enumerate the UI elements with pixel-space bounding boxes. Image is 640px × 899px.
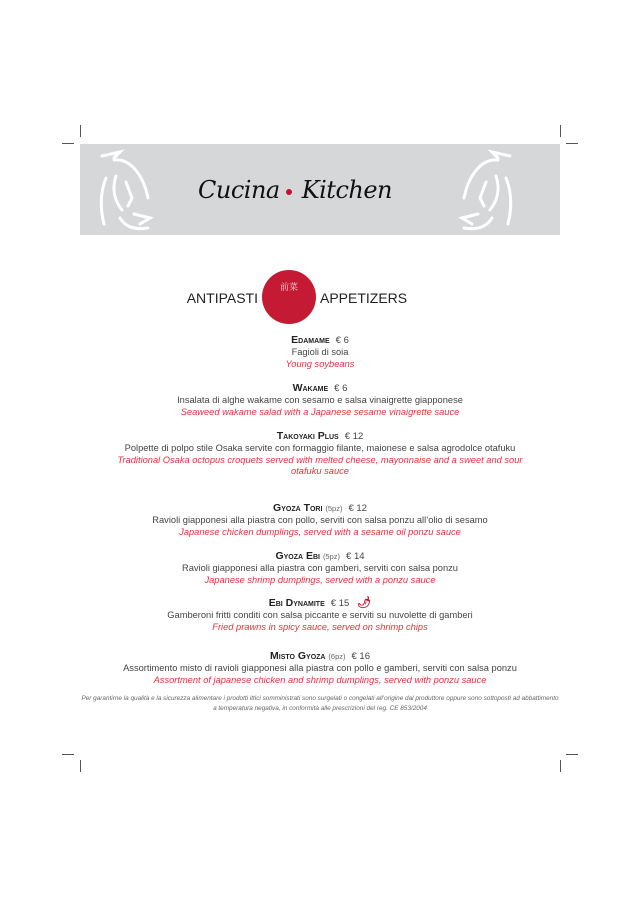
item-price: € 16 (351, 651, 370, 662)
item-description-en: Japanese shrimp dumplings, served with a ponzu sauce (204, 574, 436, 585)
item-price: € 15 (330, 598, 350, 609)
section-title-italian: ANTIPASTI (186, 290, 258, 306)
menu-list (40, 0, 600, 899)
item-price: € 6 (335, 335, 349, 346)
item-description-it: Ravioli giapponesi alla piastra con gamberi, serviti con salsa ponzu (182, 563, 458, 573)
item-name: Wakame (292, 382, 329, 394)
item-description-it: Polpette di polpo stile Osaka servite con formaggio filante, maionese e salsa agrodolce otafuku (124, 443, 516, 453)
item-name: Gyoza Ebi (275, 550, 321, 562)
item-price: € 12 (344, 431, 364, 442)
chili-pepper-icon: 🌶︎ (357, 597, 372, 609)
item-pieces: (6pz) (328, 652, 346, 661)
item-pieces: (5pz) (322, 552, 341, 561)
item-description-it: Assortimento misto di ravioli giapponesi alla piastra con pollo e gamberi, serviti con salsa ponzu (123, 663, 517, 673)
menu-item-takoyaki-plus (40, 430, 600, 478)
menu-item-wakame (40, 382, 600, 418)
menu-item-edamame (40, 334, 600, 370)
item-description-it: Gamberoni fritti conditi con salsa piccante e serviti su nuvolette di gamberi (167, 610, 473, 620)
item-description-en: Seaweed wakame salad with a Japanese sesame vinaigrette sauce (180, 406, 460, 417)
logo-kitchen: Kitchen (301, 176, 393, 204)
item-price: € 6 (334, 383, 348, 394)
item-name: Misto Gyoza (270, 650, 326, 662)
item-description-en: Traditional Osaka octopus croquets served with melted cheese, mayonnaise and a sweet and sour otafuku sauce (117, 454, 523, 476)
item-price: € 14 (346, 551, 365, 562)
section-title-english: APPETIZERS (320, 290, 408, 306)
menu-item-ebi-dynamite (40, 597, 600, 633)
menu-item-misto-gyoza (40, 650, 600, 686)
item-description-en: Japanese chicken dumplings, served with a sesame oil ponzu sauce (179, 526, 461, 537)
item-name: Takoyaki Plus (276, 430, 339, 442)
item-description-en: Young soybeans (285, 358, 355, 369)
kanji-label: 前菜 (279, 283, 298, 293)
menu-item-gyoza-ebi (40, 550, 600, 586)
food-safety-note: Per garantirne la qualità e la sicurezza alimentare i prodotti ittici somministrati sono surgelati o congelati all’origine dal produttore oppure sono sottoposti ad abbattimento a temperatura negativa, in conformità alle prescrizioni del reg. CE 853/2004 (81, 695, 559, 712)
item-description-it: Insalata di alghe wakame con sesamo e salsa vinaigrette giapponese (177, 395, 463, 405)
item-name: Edamame (291, 334, 330, 346)
item-pieces: (5pz) (325, 504, 343, 513)
item-description-en: Assortment of japanese chicken and shrimp dumplings, served with ponzu sauce (153, 674, 487, 685)
item-price: € 12 (348, 503, 367, 514)
item-name: Ebi Dynamite (268, 597, 325, 609)
logo-cucina: Cucina (198, 176, 280, 204)
item-description-it: Fagioli di soia (291, 347, 349, 357)
item-description-it: Ravioli giapponesi alla piastra con pollo, serviti con salsa ponzu all’olio di sesamo (152, 515, 488, 525)
item-description-en: Fried prawns in spicy sauce, served on shrimp chips (212, 621, 428, 632)
menu-item-gyoza-tori (40, 502, 600, 538)
item-name: Gyoza Tori (273, 502, 323, 514)
